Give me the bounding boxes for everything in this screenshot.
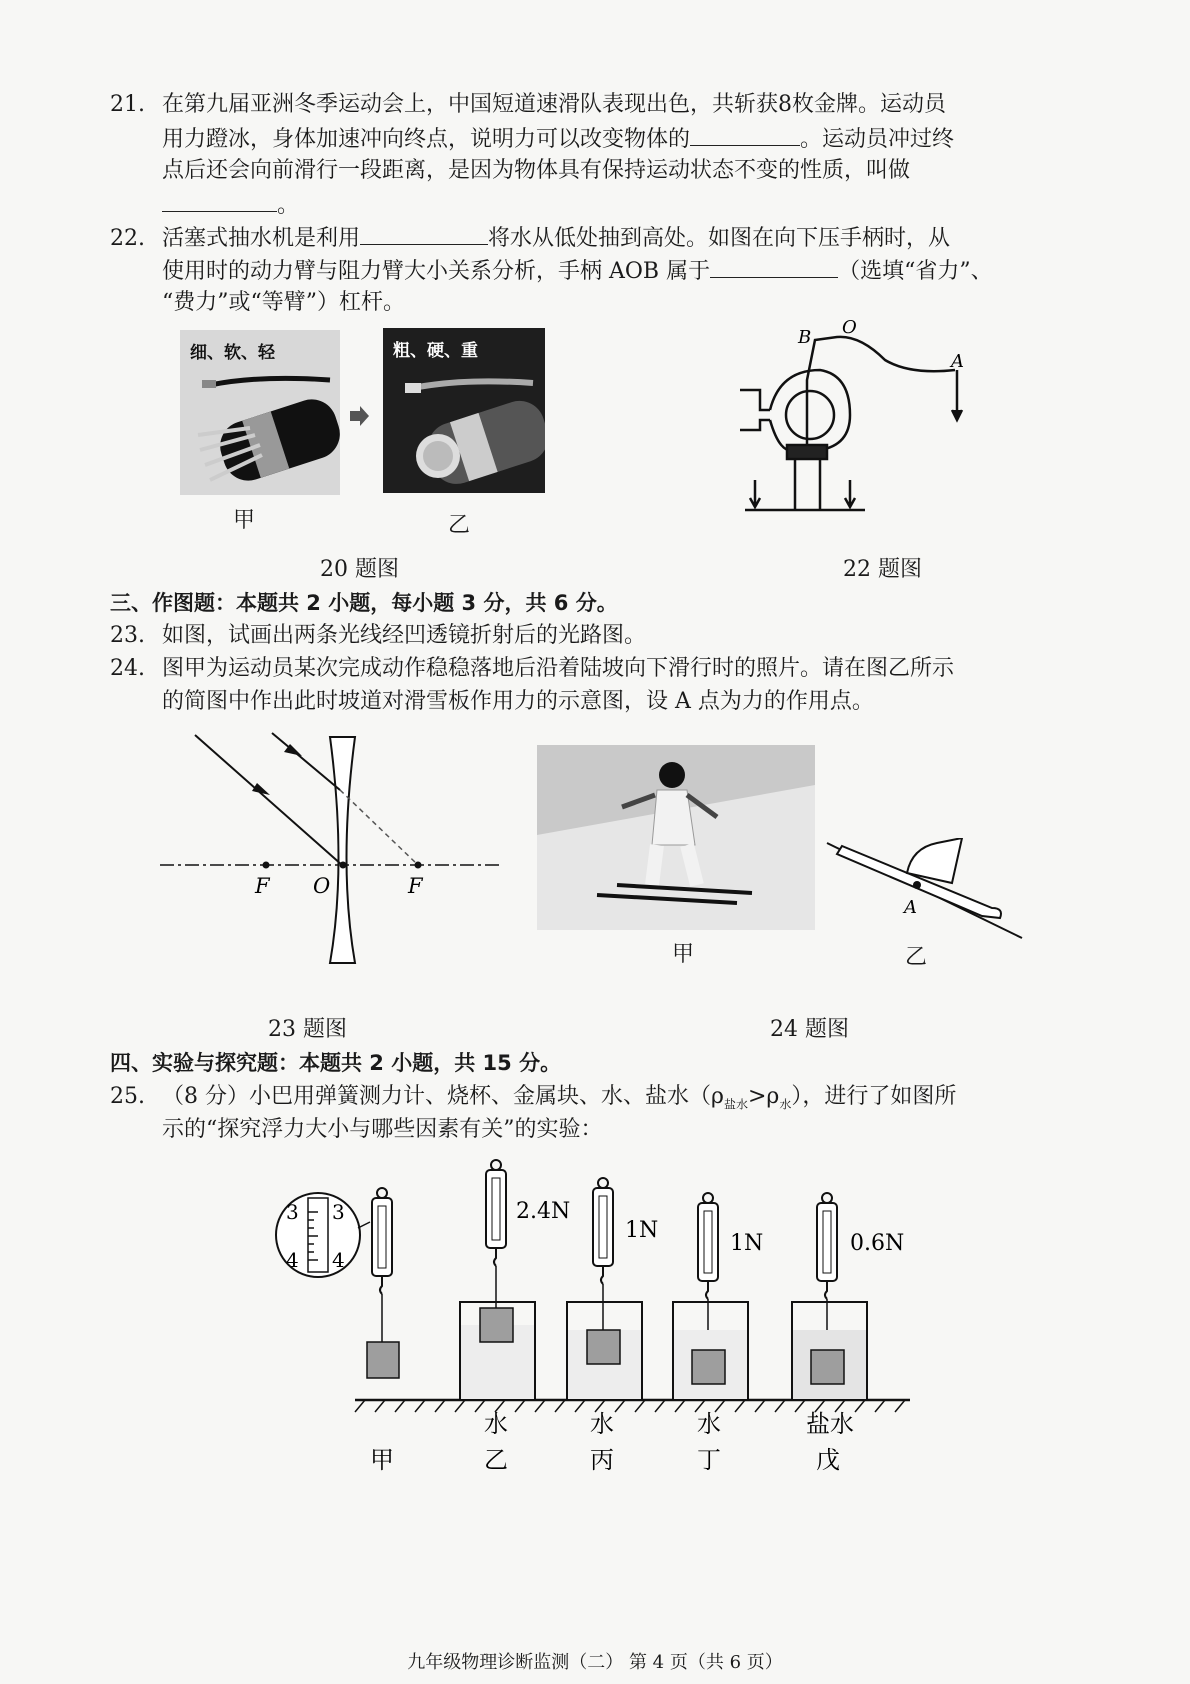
label-jia: 甲 xyxy=(370,1446,394,1474)
lens-label-o: O xyxy=(313,874,331,898)
q25-number: 25. xyxy=(110,1084,145,1109)
reading-yi: 2.4N xyxy=(516,1199,571,1224)
q25-line2: 示的“探究浮力大小与哪些因素有关”的实验： xyxy=(162,1117,603,1142)
label-wu: 戊 xyxy=(816,1446,840,1474)
q22-blank-1[interactable] xyxy=(360,222,488,245)
fig23-caption: 23 题图 xyxy=(268,1017,347,1042)
setup-bing xyxy=(567,1178,642,1399)
liquid-yi: 水 xyxy=(484,1410,508,1438)
section3-title: 三、作图题：本题共 2 小题，每小题 3 分，共 6 分。 xyxy=(110,591,618,615)
fig20-photo-left xyxy=(180,330,340,495)
q22-blank-2[interactable] xyxy=(710,255,838,278)
reading-wu: 0.6N xyxy=(850,1231,905,1256)
scale-mark-bottom-left: 4 xyxy=(286,1248,299,1272)
label-bing: 丙 xyxy=(590,1446,614,1474)
q22-line2: 使用时的动力臂与阻力臂大小关系分析，手柄 AOB 属于 （选填“省力”、 xyxy=(162,255,993,287)
fig20-right-tag: 粗、硬、重 xyxy=(393,341,478,361)
setup-wu xyxy=(792,1193,867,1399)
page-footer: 九年级物理诊断监测（二） 第 4 页（共 6 页） xyxy=(407,1652,783,1673)
section4-title: 四、实验与探究题：本题共 2 小题，共 15 分。 xyxy=(110,1051,562,1075)
q22-line1: 22. 活塞式抽水机是利用 将水从低处抽到高处。如图在向下压手柄时，从 xyxy=(110,222,950,254)
fig20-left-label: 甲 xyxy=(233,508,256,533)
pump-label-a: A xyxy=(951,351,964,372)
liquid-ding: 水 xyxy=(697,1410,721,1438)
setup-ding xyxy=(673,1193,748,1399)
skier-illustration xyxy=(537,745,815,930)
fig24-caption: 24 题图 xyxy=(770,1017,849,1042)
q21-line3: 点后还会向前滑行一段距离，是因为物体具有保持运动状态不变的性质，叫做 xyxy=(162,158,911,183)
pump-label-o: O xyxy=(842,317,857,338)
setup-jia xyxy=(367,1188,399,1378)
q24-line1: 24. 图甲为运动员某次完成动作稳稳落地后沿着陆坡向下滑行时的照片。请在图乙所示 xyxy=(110,654,954,684)
label-yi: 乙 xyxy=(484,1446,508,1474)
q21-blank-1[interactable] xyxy=(690,123,800,146)
q24-number: 24. xyxy=(110,656,145,681)
q25-line1: 25. （8 分）小巴用弹簧测力计、烧杯、金属块、水、盐水$(\rho_{盐水}>\rho_水)$，进行了如图所 xyxy=(110,1084,957,1112)
reading-ding: 1N xyxy=(730,1231,764,1256)
q24-line2: 的简图中作出此时坡道对滑雪板作用力的示意图，设 A 点为力的作用点。 xyxy=(162,689,874,714)
q22-number: 22. xyxy=(110,226,145,251)
fig24-left-label: 甲 xyxy=(672,942,695,967)
scale-mark-top-right: 3 xyxy=(332,1200,345,1224)
q21-blank-2[interactable] xyxy=(162,189,277,212)
arrow-right-icon xyxy=(348,405,370,427)
scale-mark-bottom-right: 4 xyxy=(332,1248,345,1272)
q23-number: 23. xyxy=(110,623,145,648)
q23-text: 23. 如图，试画出两条光线经凹透镜折射后的光路图。 xyxy=(110,621,646,651)
q21-number: 21. xyxy=(110,92,145,117)
lens-label-f-right: F xyxy=(408,874,423,898)
fig24-right-label: 乙 xyxy=(905,945,928,970)
liquid-wu: 盐水 xyxy=(806,1410,854,1438)
concave-lens-diagram xyxy=(150,725,510,975)
q21-line1: 21. 在第九届亚洲冬季运动会上，中国短道速滑队表现出色，共斩获8枚金牌。运动员 xyxy=(110,90,946,120)
q21-line4: 。 xyxy=(162,189,299,221)
pump-diagram xyxy=(725,315,985,515)
scale-mark-top-left: 3 xyxy=(286,1200,299,1224)
setup-yi xyxy=(460,1160,535,1399)
fig20-photo-right xyxy=(383,328,545,493)
fig20-left-tag: 细、软、轻 xyxy=(190,343,275,363)
label-ding: 丁 xyxy=(697,1446,721,1474)
q21-line2: 用力蹬冰，身体加速冲向终点，说明力可以改变物体的 。运动员冲过终 xyxy=(162,123,954,155)
q22-line3: “费力”或“等臂”）杠杆。 xyxy=(162,290,405,315)
buoyancy-experiment-diagram xyxy=(270,1150,920,1490)
liquid-bing: 水 xyxy=(590,1410,614,1438)
fig20-caption: 20 题图 xyxy=(320,557,399,582)
lens-label-f-left: F xyxy=(255,874,270,898)
fig22-caption: 22 题图 xyxy=(843,557,922,582)
slope-point-a: A xyxy=(904,897,917,918)
fig20-right-label: 乙 xyxy=(448,513,471,538)
skier-photo xyxy=(537,745,815,930)
slope-diagram xyxy=(822,838,1032,948)
reading-bing: 1N xyxy=(625,1218,659,1243)
pump-label-b: B xyxy=(798,327,812,348)
